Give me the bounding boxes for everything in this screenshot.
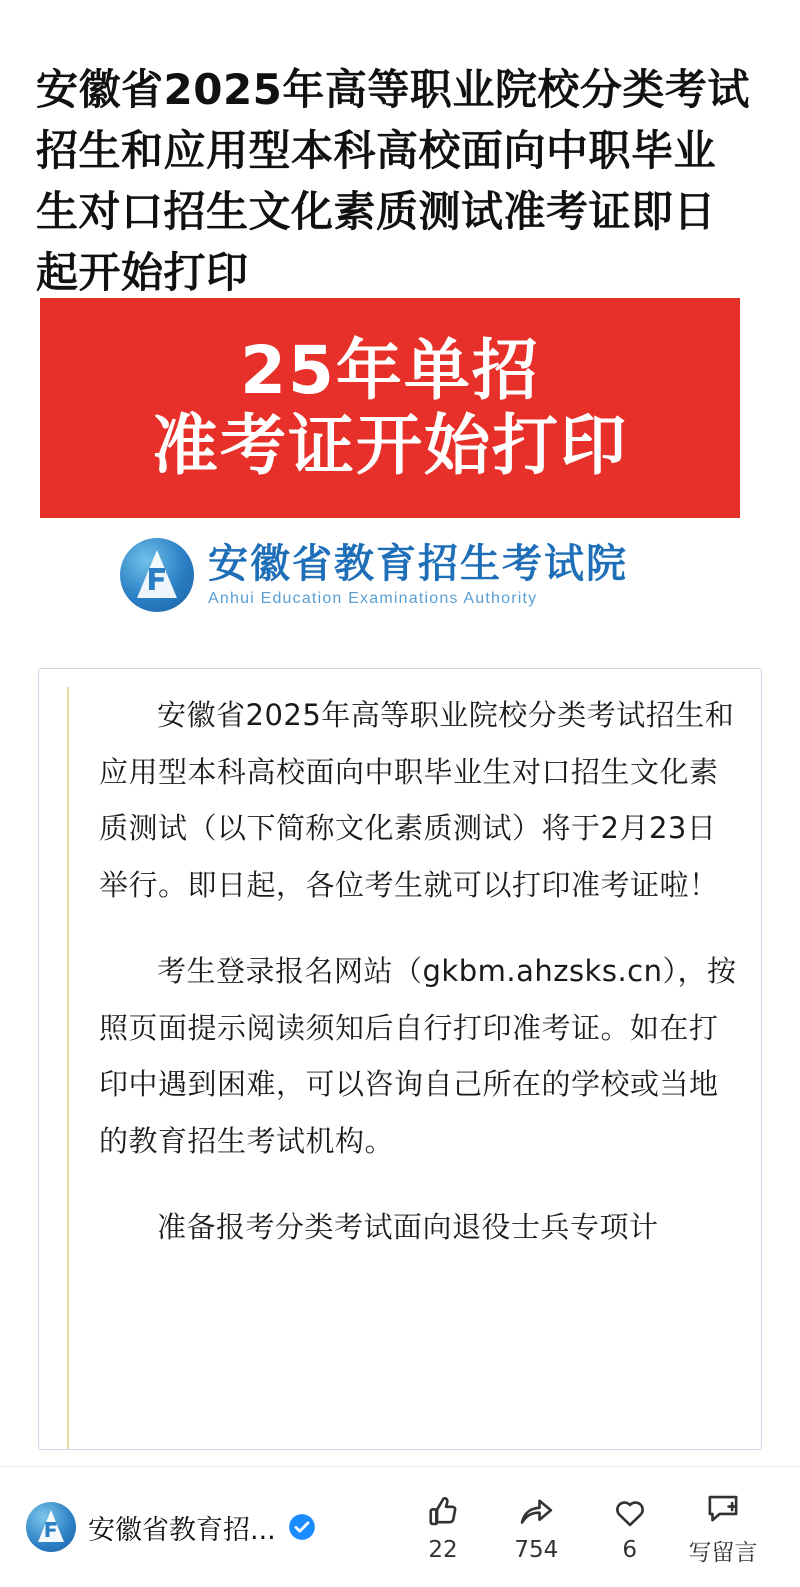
- action-buttons: [390, 1488, 800, 1567]
- comment-plus-icon: [702, 1488, 744, 1530]
- organization-name-cn: 安徽省教育招生考试院: [208, 541, 628, 587]
- share-button[interactable]: [493, 1491, 579, 1563]
- organization-name-en: Anhui Education Examinations Authority: [208, 590, 538, 607]
- article-card: [38, 668, 762, 1450]
- page-title: 安徽省2025年高等职业院校分类考试招生和应用型本科高校面向中职毕业生对口招生文化素质测试准考证即日起开始打印: [36, 65, 750, 297]
- favorite-count: 6: [622, 1537, 637, 1563]
- article-body: [67, 687, 745, 1449]
- banner-line-1: 25年单招: [240, 331, 540, 409]
- bottom-action-bar: [0, 1466, 800, 1587]
- like-button[interactable]: [400, 1491, 486, 1563]
- comment-label: 写留言: [688, 1539, 758, 1566]
- favorite-button[interactable]: [587, 1491, 673, 1563]
- article-paragraph: 考生登录报名网站（gkbm.ahzsks.cn），按照页面提示阅读须知后自行打印准考证。如在打印中遇到困难，可以咨询自己所在的学校或当地的教育招生考试机构。: [99, 954, 737, 1158]
- share-count: 754: [514, 1537, 559, 1563]
- article-paragraph: 准备报考分类考试面向退役士兵专项计: [157, 1210, 659, 1245]
- exam-authority-emblem-icon: [120, 538, 194, 612]
- account-name: 安徽省教育招...: [88, 1514, 276, 1546]
- red-banner: [40, 298, 740, 518]
- article-paragraph: 安徽省2025年高等职业院校分类考试招生和应用型本科高校面向中职毕业生对口招生文化素质测试（以下简称文化素质测试）将于2月23日举行。即日起，各位考生就可以打印准考证啦！: [99, 698, 735, 902]
- heart-icon: [609, 1491, 651, 1533]
- thumbs-up-icon: [422, 1491, 464, 1533]
- banner-line-2: 准考证开始打印: [152, 407, 628, 484]
- account-link[interactable]: [0, 1502, 390, 1552]
- verified-badge-icon: [288, 1513, 316, 1541]
- like-count: 22: [428, 1537, 458, 1563]
- comment-button[interactable]: [680, 1488, 766, 1567]
- organization-name-block: [208, 542, 628, 608]
- organization-logo: [120, 530, 690, 620]
- share-icon: [515, 1491, 557, 1533]
- avatar: [26, 1502, 76, 1552]
